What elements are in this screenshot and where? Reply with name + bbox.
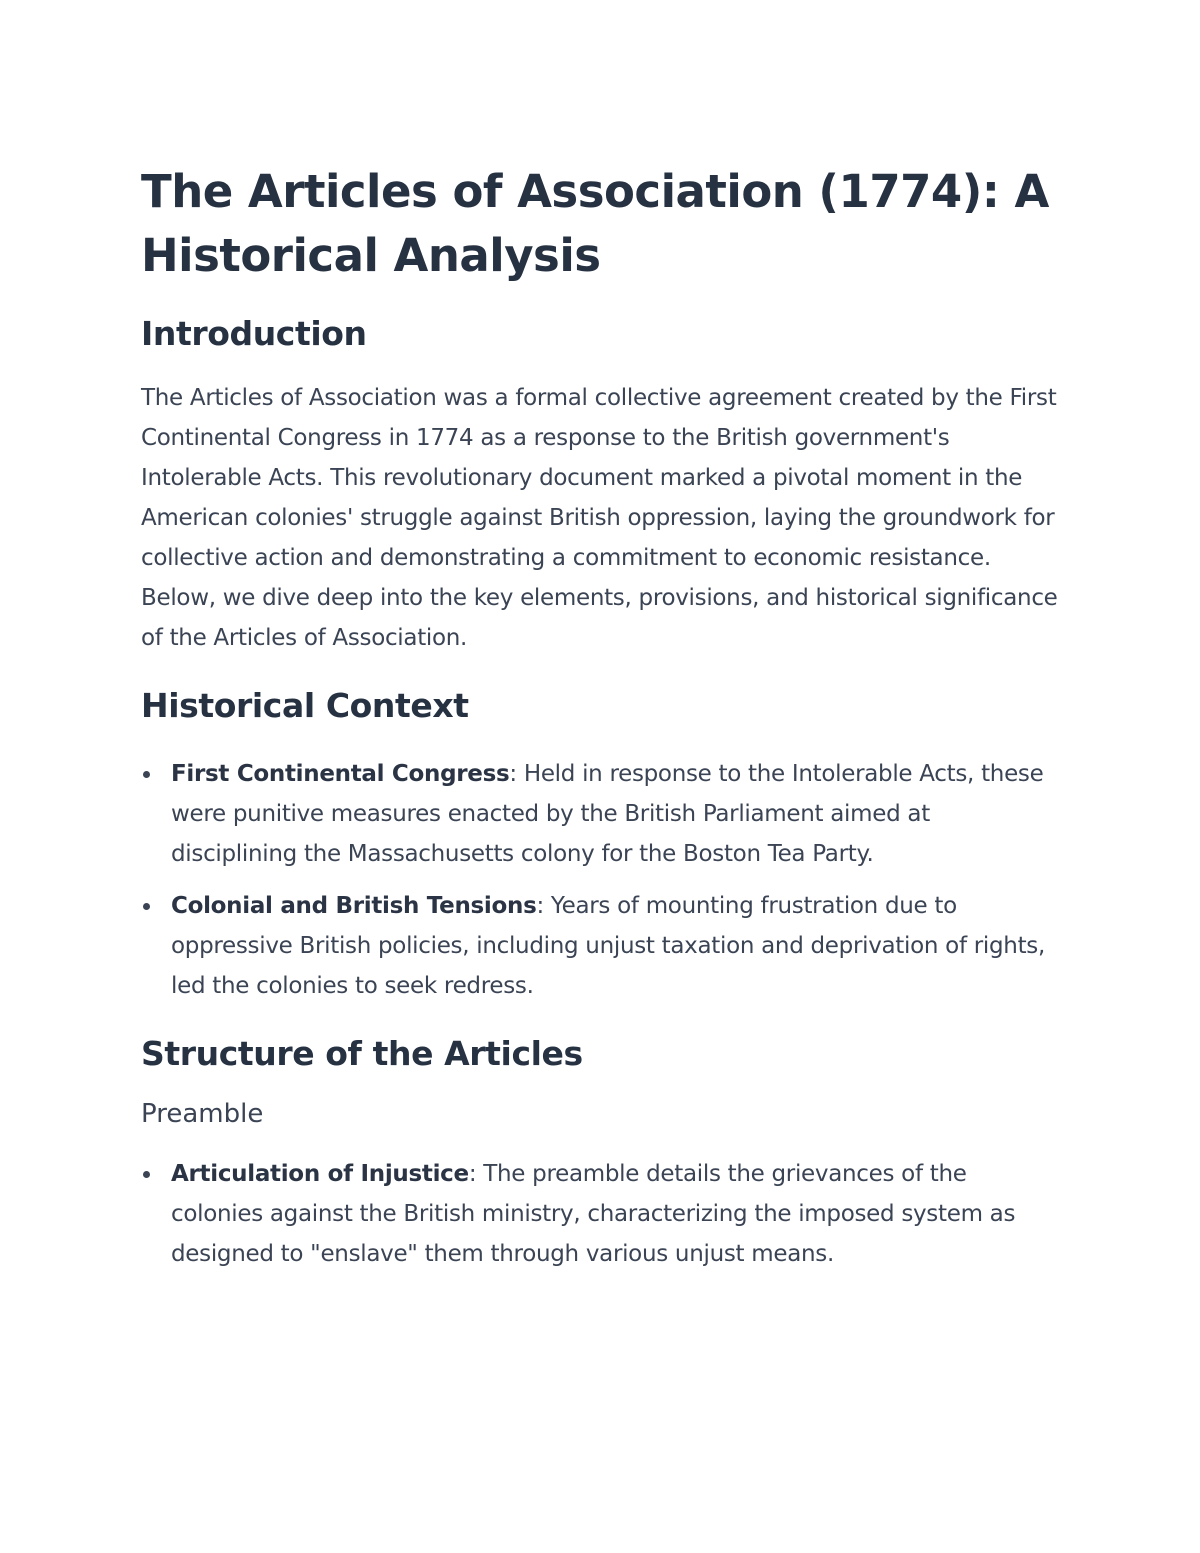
list-item-term: Articulation of Injustice <box>171 1161 469 1187</box>
list-item-term: First Continental Congress <box>171 761 510 787</box>
historical-context-list <box>141 754 1061 1006</box>
list-item-first-continental-congress <box>141 754 1061 874</box>
heading-structure-of-articles: Structure of the Articles <box>141 1034 583 1073</box>
subheading-preamble: Preamble <box>141 1099 264 1129</box>
list-item-term: Colonial and British Tensions <box>171 893 537 919</box>
heading-historical-context: Historical Context <box>141 686 469 725</box>
list-item-articulation-of-injustice <box>141 1154 1061 1274</box>
introduction-paragraph: The Articles of Association was a formal collective agreement created by the First Continental Congress in 1774 as a response to the British government's Intolerable Acts. This revolutionary document marked a pivotal moment in the American colonies' struggle against British oppression, laying the groundwork for collective action and demonstrating a commitment to economic resistance. Below, we dive deep into the key elements, provisions, and historical significance of the Articles of Association. <box>141 385 1058 651</box>
list-item-text: : Years of mounting frustration due to oppressive British policies, including unjust taxation and deprivation of rights, led the colonies to seek redress. <box>171 893 1045 999</box>
preamble-list <box>141 1154 1061 1274</box>
list-item-colonial-british-tensions <box>141 886 1061 1006</box>
list-item-text: : The preamble details the grievances of the colonies against the British ministry, characterizing the imposed system as designed to "enslave" them through various unjust means. <box>171 1161 1016 1267</box>
document-page <box>141 160 1061 1274</box>
heading-introduction: Introduction <box>141 314 367 353</box>
document-title: The Articles of Association (1774): A Historical Analysis <box>141 165 1049 282</box>
list-item-text: : Held in response to the Intolerable Acts, these were punitive measures enacted by the British Parliament aimed at disciplining the Massachusetts colony for the Boston Tea Party. <box>171 761 1044 867</box>
